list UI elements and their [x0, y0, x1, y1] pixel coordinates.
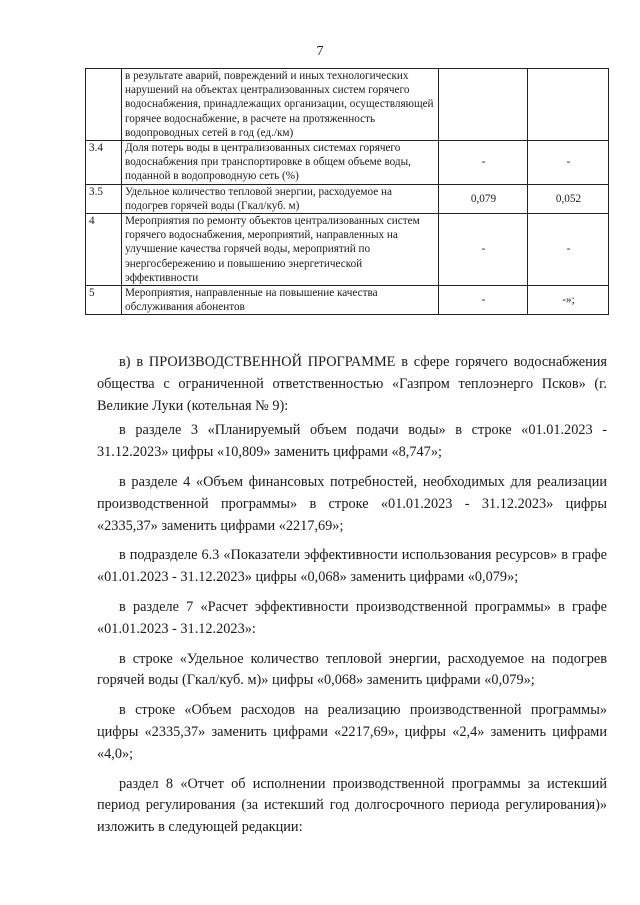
row-value-2: -»; — [528, 286, 609, 315]
row-name: в результате аварий, повреждений и иных технологических нарушений на объектах централизованных систем горячего водоснабжения, принадлежащих организации, осуществляющей горячее водоснабжение, в расчете на протяженность водопроводных сетей в год (ед./км) — [122, 69, 439, 141]
table-row — [86, 286, 609, 315]
row-number: 3.5 — [86, 184, 122, 213]
table-row — [86, 214, 609, 286]
row-value-1: 0,079 — [439, 184, 528, 213]
row-name: Мероприятия по ремонту объектов централизованных систем горячего водоснабжения, мероприятий, направленных на улучшение качества горячей воды, мероприятий по энергосбережению и повышению энергетической эффективности — [122, 214, 439, 286]
paragraph-production-program: в) в ПРОИЗВОДСТВЕННОЙ ПРОГРАММЕ в сфере горячего водоснабжения общества с ограниченной ответственностью «Газпром теплоэнерго Псков» (г. Великие Луки (котельная № 9): — [97, 354, 607, 414]
row-value-1: - — [439, 141, 528, 185]
row-name: Доля потерь воды в централизованных системах горячего водоснабжения при транспортировке в общем объеме воды, поданной в водопроводную сеть (%) — [122, 141, 439, 185]
paragraph-section-7: в разделе 7 «Расчет эффективности производственной программы» в графе «01.01.2023 - 31.12.2023»: — [97, 598, 607, 637]
row-value-1 — [439, 69, 528, 141]
row-number: 5 — [86, 286, 122, 315]
row-value-2: - — [528, 141, 609, 185]
row-value-2: - — [528, 214, 609, 286]
row-number: 4 — [86, 214, 122, 286]
table-row — [86, 141, 609, 185]
body-text — [97, 352, 607, 839]
paragraph-section-3: в разделе 3 «Планируемый объем подачи воды» в строке «01.01.2023 - 31.12.2023» цифры «10,809» заменить цифрами «8,747»; — [97, 422, 607, 461]
table-row — [86, 69, 609, 141]
page-number: 7 — [316, 44, 324, 59]
row-name: Удельное количество тепловой энергии, расходуемое на подогрев горячей воды (Гкал/куб. м) — [122, 184, 439, 213]
indicators-table — [85, 68, 609, 315]
paragraph-section-4: в разделе 4 «Объем финансовых потребностей, необходимых для реализации производственной программы» в строке «01.01.2023 - 31.12.2023» цифры «2335,37» заменить цифрами «2217,69»; — [97, 473, 607, 534]
paragraph-expense-row: в строке «Объем расходов на реализацию производственной программы» цифры «2335,37» заменить цифрами «2217,69», цифры «2,4» заменить цифрами «4,0»; — [97, 702, 607, 762]
row-value-2: 0,052 — [528, 184, 609, 213]
row-name: Мероприятия, направленные на повышение качества обслуживания абонентов — [122, 286, 439, 315]
row-value-2 — [528, 69, 609, 141]
row-number — [86, 69, 122, 141]
paragraph-section-8: раздел 8 «Отчет об исполнении производственной программы за истекший период регулирования (за истекший год долгосрочного периода регулирования)» изложить в следующей редакции: — [97, 775, 607, 836]
table-row — [86, 184, 609, 213]
row-value-1: - — [439, 214, 528, 286]
paragraph-subsection-6-3: в подразделе 6.3 «Показатели эффективности использования ресурсов» в графе «01.01.2023 - 31.12.2023» цифры «0,068» заменить цифрами «0,079»; — [97, 547, 607, 586]
row-number: 3.4 — [86, 141, 122, 185]
row-value-1: - — [439, 286, 528, 315]
paragraph-energy-row: в строке «Удельное количество тепловой энергии, расходуемое на подогрев горячей воды (Гкал/куб. м)» цифры «0,068» заменить цифрами «0,079»; — [97, 650, 607, 689]
